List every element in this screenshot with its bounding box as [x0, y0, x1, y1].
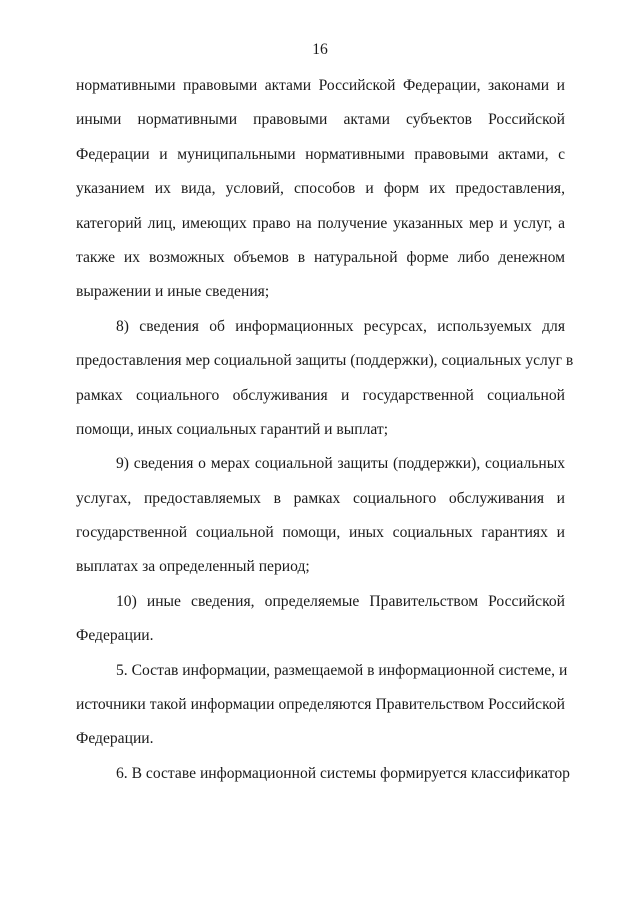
text-line: 5. Состав информации, размещаемой в информационной системе, и	[116, 661, 568, 679]
text-line: источники такой информации определяются Правительством Российской	[76, 696, 565, 714]
page-number: 16	[312, 41, 328, 58]
text-line: 8) сведения об информационных ресурсах, используемых для	[116, 317, 565, 335]
text-line: также их возможных объемов в натуральной форме либо денежном	[76, 248, 565, 266]
text-line: 6. В составе информационной системы формируется классификатор	[116, 764, 570, 782]
text-line: 10) иные сведения, определяемые Правительством Российской	[116, 592, 565, 610]
body-text	[76, 76, 574, 798]
text-line: нормативными правовыми актами Российской Федерации, законами и	[76, 77, 565, 94]
text-line: иными нормативными правовыми актами субъектов Российской	[76, 111, 565, 129]
text-line: услугах, предоставляемых в рамках социального обслуживания и	[76, 489, 565, 507]
text-line: рамках социального обслуживания и государственной социальной	[76, 386, 565, 404]
text-line: выражении и иные сведения;	[76, 283, 270, 301]
text-line: категорий лиц, имеющих право на получение указанных мер и услуг, а	[76, 214, 565, 232]
text-line: Федерации и муниципальными нормативными правовыми актами, с	[76, 145, 565, 163]
text-line: Федерации.	[76, 627, 154, 645]
text-line: 9) сведения о мерах социальной защиты (поддержки), социальных	[116, 455, 565, 473]
text-line: государственной социальной помощи, иных социальных гарантиях и	[76, 524, 565, 542]
text-line: выплатах за определенный период;	[76, 558, 310, 576]
text-line: указанием их вида, условий, способов и форм их предоставления,	[76, 180, 565, 198]
text-line: помощи, иных социальных гарантий и выплат;	[76, 420, 389, 438]
text-line: предоставления мер социальной защиты (поддержки), социальных услуг в	[76, 352, 574, 370]
text-line: Федерации.	[76, 730, 154, 748]
